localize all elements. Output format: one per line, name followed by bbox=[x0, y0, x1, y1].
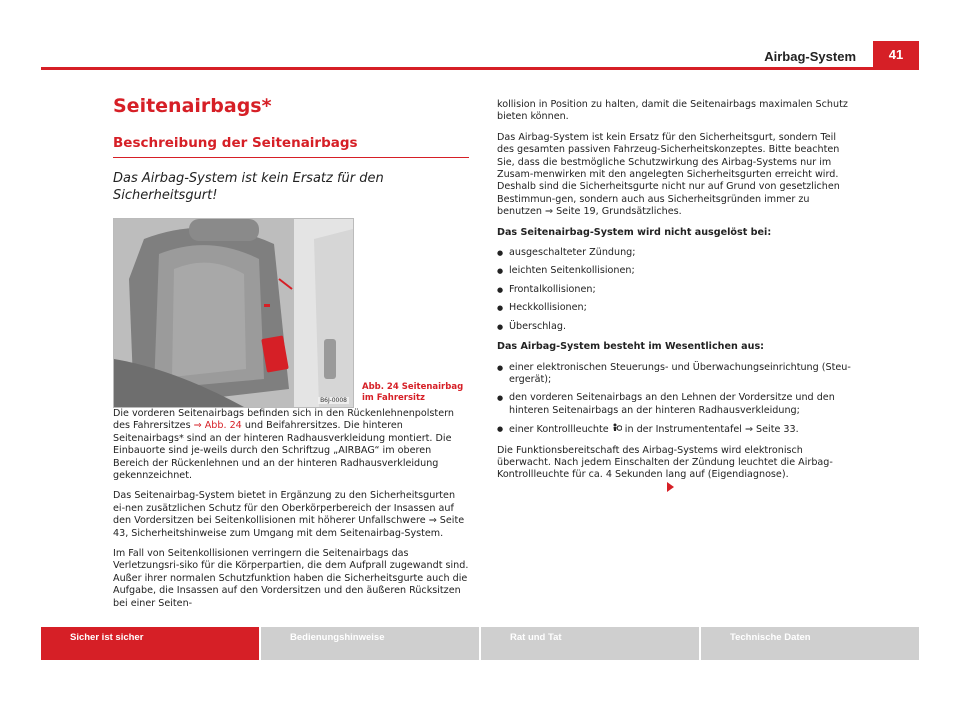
seat-airbag-photo bbox=[113, 218, 354, 408]
figure bbox=[113, 218, 469, 408]
paragraph-protection: Das Seitenairbag-System bietet in Ergänzung zu den Sicherheitsgurten ei-nen zusätzlichen Schutz für den Oberkörperbereich der Insassen auf den Vordersitzen bei Seitenkollisionen mit höherer Unfallschwere ⇒ Seite 43, Sicherheitshinweise zum Umgang mit dem Seitenairbag-System. bbox=[113, 490, 465, 539]
list-item: ● leichten Seitenkollisionen; bbox=[497, 265, 853, 277]
text-run: in der Instrumententafel ⇒ Seite 33. bbox=[621, 424, 799, 436]
header-rule bbox=[41, 67, 919, 70]
page-number: 41 bbox=[873, 41, 919, 68]
footer-navigation bbox=[41, 627, 919, 660]
tab-technische-daten[interactable]: Technische Daten bbox=[701, 627, 919, 660]
text-run: einer Kontrollleuchte bbox=[509, 424, 612, 436]
figure-code: B6J-0008 bbox=[320, 397, 347, 404]
list-item: ● ausgeschalteter Zündung; bbox=[497, 247, 853, 259]
list-item: ● einer elektronischen Steuerungs- und Überwachungseinrichtung (Steu-ergerät); bbox=[497, 362, 853, 387]
paragraph-not-replacement: Das Airbag-System ist kein Ersatz für den Sicherheitsgurt, sondern Teil des gesamten passiven Fahrzeug-Sicherheitskonzeptes. Bitte beachten Sie, dass die bestmögliche Schutzwirkung des Airbag-Systems nur im Zusam-menwirken mit den angelegten Sicherheitsgurten erreicht wird. Deshalb sind die Sicherheitsgurte nicht nur auf Grund von gesetzlichen Bestimmun-gen, sondern auch aus Sicherheitsgründen immer zu benutzen ⇒ Seite 19, Grundsätzliches. bbox=[497, 131, 840, 218]
list-item: ● den vorderen Seitenairbags an den Lehnen der Vordersitze und den hinteren Seitenairbags an der hinteren Radhausverkleidung; bbox=[497, 392, 853, 417]
section-subtitle: Beschreibung der Seitenairbags bbox=[113, 135, 469, 158]
list-item: ● Überschlag. bbox=[497, 321, 853, 333]
figure-caption: Abb. 24 Seitenairbag im Fahrersitz bbox=[362, 382, 464, 403]
paragraph-self-diagnosis bbox=[497, 445, 853, 495]
seat-illustration bbox=[114, 219, 353, 407]
running-header-title: Airbag-System bbox=[764, 49, 856, 64]
list-item: ● Heckkollisionen; bbox=[497, 302, 853, 314]
paragraph-continuation: kollision in Position zu halten, damit die Seitenairbags maximalen Schutz bieten können. bbox=[497, 99, 848, 123]
continue-arrow-icon bbox=[667, 482, 674, 492]
right-column bbox=[497, 99, 853, 502]
components-heading: Das Airbag-System besteht im Wesentlichen aus: bbox=[497, 341, 764, 353]
intro-warning: Das Airbag-System ist kein Ersatz für den Sicherheitsgurt! bbox=[113, 171, 384, 203]
not-triggered-heading: Das Seitenairbag-System wird nicht ausgelöst bei: bbox=[497, 226, 772, 238]
not-triggered-list bbox=[497, 247, 853, 333]
list-item: ● Frontalkollisionen; bbox=[497, 284, 853, 296]
paragraph-location bbox=[113, 408, 469, 482]
list-item bbox=[497, 423, 853, 436]
airbag-warning-icon bbox=[612, 423, 622, 433]
paragraph-risk: Im Fall von Seitenkollisionen verringern die Seitenairbags das Verletzungsri-siko für die Körperpartien, die dem Aufprall zugewandt sind. Außer ihrer normalen Schutzfunktion haben die Sicherheitsgurte auch die Aufgabe, die Insassen auf den Vordersitzen und den äußeren Rücksitzen bei einer Seiten- bbox=[113, 548, 469, 609]
left-column bbox=[113, 95, 469, 618]
tab-sicher-ist-sicher[interactable]: Sicher ist sicher bbox=[41, 627, 259, 660]
tab-bedienungshinweise[interactable]: Bedienungshinweise bbox=[261, 627, 479, 660]
section-title: Seitenairbags* bbox=[113, 95, 272, 117]
components-list bbox=[497, 362, 853, 437]
tab-rat-und-tat[interactable]: Rat und Tat bbox=[481, 627, 699, 660]
text-run: und Beifahrersitzes. Die hinteren Seitenairbags* sind an der hinteren Radhausverkleidung montiert. Die Einbauorte sind je-weils durch den Schriftzug „AIRBAG“ im oberen Bereich der Rückenlehnen und an der hinteren Radhausverkleidung gekennzeichnet. bbox=[113, 420, 452, 482]
text-run: Die Funktionsbereitschaft des Airbag-Systems wird elektronisch überwacht. Nach jedem Einschalten der Zündung leuchtet die Airbag-Kontrollleuchte für ca. 4 Sekunden lang auf (Eigendiagnose). bbox=[497, 444, 833, 481]
figure-link[interactable]: ⇒ Abb. 24 bbox=[193, 420, 242, 432]
text-run: Die vorderen Seitenairbags befinden sich in den Rückenlehnenpolstern des Fahrersitzes bbox=[113, 408, 454, 432]
